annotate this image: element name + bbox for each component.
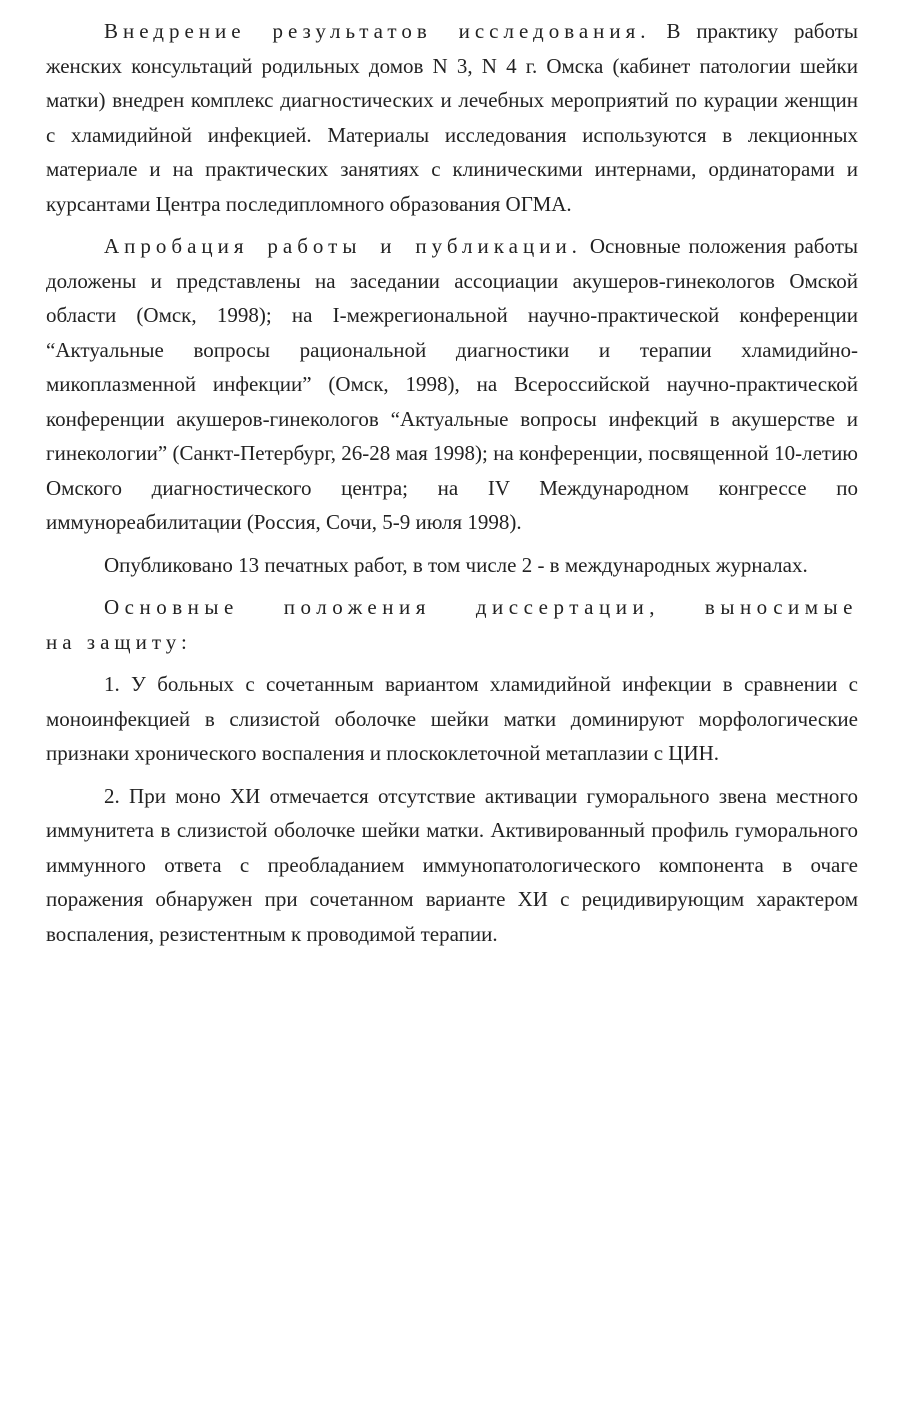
heading-approbation: Апробация работы и публикации. [104, 234, 582, 258]
heading-defense-line2: на защиту: [46, 629, 192, 654]
heading-defense-line1: Основные положения диссертации, выносимые [104, 595, 858, 619]
text-point-1: 1. У больных с сочетанным вариантом хламидийной инфекции в сравнении с моноинфекцией в слизистой оболочке шейки матки доминируют морфологические признаки хронического воспаления и плоскоклеточной метаплазии с ЦИН. [46, 672, 858, 765]
text-approbation: Основные положения работы доложены и представлены на заседании ассоциации акушеров-гинекологов Омской области (Омск, 1998); на I-межрегиональной научно-практической конференции “Актуальные вопросы рациональной диагностики и терапии хламидийно-микоплазменной инфекции” (Омск, 1998), на Всероссийской научно-практической конференции акушеров-гинекологов “Актуальные вопросы инфекций в акушерстве и гинекологии” (Санкт-Петербург, 26-28 мая 1998); на конференции, посвященной 10-летию Омского диагностического центра; на IV Международном конгрессе по иммунореабилитации (Россия, Сочи, 5-9 июля 1998). [46, 234, 858, 534]
text-point-2: 2. При моно ХИ отмечается отсутствие активации гуморального звена местного иммунитета в слизистой оболочке шейки матки. Активированный профиль гуморального иммунного ответа с преобладанием иммунопатологического компонента в очаге поражения обнаружен при сочетанном варианте ХИ с рецидивирующим характером воспаления, резистентным к проводимой терапии. [46, 783, 858, 946]
paragraph-implementation [46, 14, 858, 221]
paragraph-defense-heading [46, 590, 858, 659]
text-implementation: В практику работы женских консультаций родильных домов N 3, N 4 г. Омска (кабинет патологии шейки матки) внедрен комплекс диагностических и лечебных мероприятий по курации женщин с хламидийной инфекцией. Материалы исследования используются в лекционных материале и на практических занятиях с клиническими интернами, ординаторами и курсантами Центра последипломного образования ОГМА. [46, 19, 859, 216]
text-publications: Опубликовано 13 печатных работ, в том числе 2 - в международных журналах. [104, 552, 808, 577]
heading-implementation: Внедрение результатов исследования. [104, 19, 651, 43]
paragraph-approbation [46, 229, 858, 540]
paragraph-point-1 [46, 667, 858, 771]
paragraph-point-2 [46, 779, 858, 952]
document-page [46, 14, 858, 951]
paragraph-publications [46, 548, 858, 583]
